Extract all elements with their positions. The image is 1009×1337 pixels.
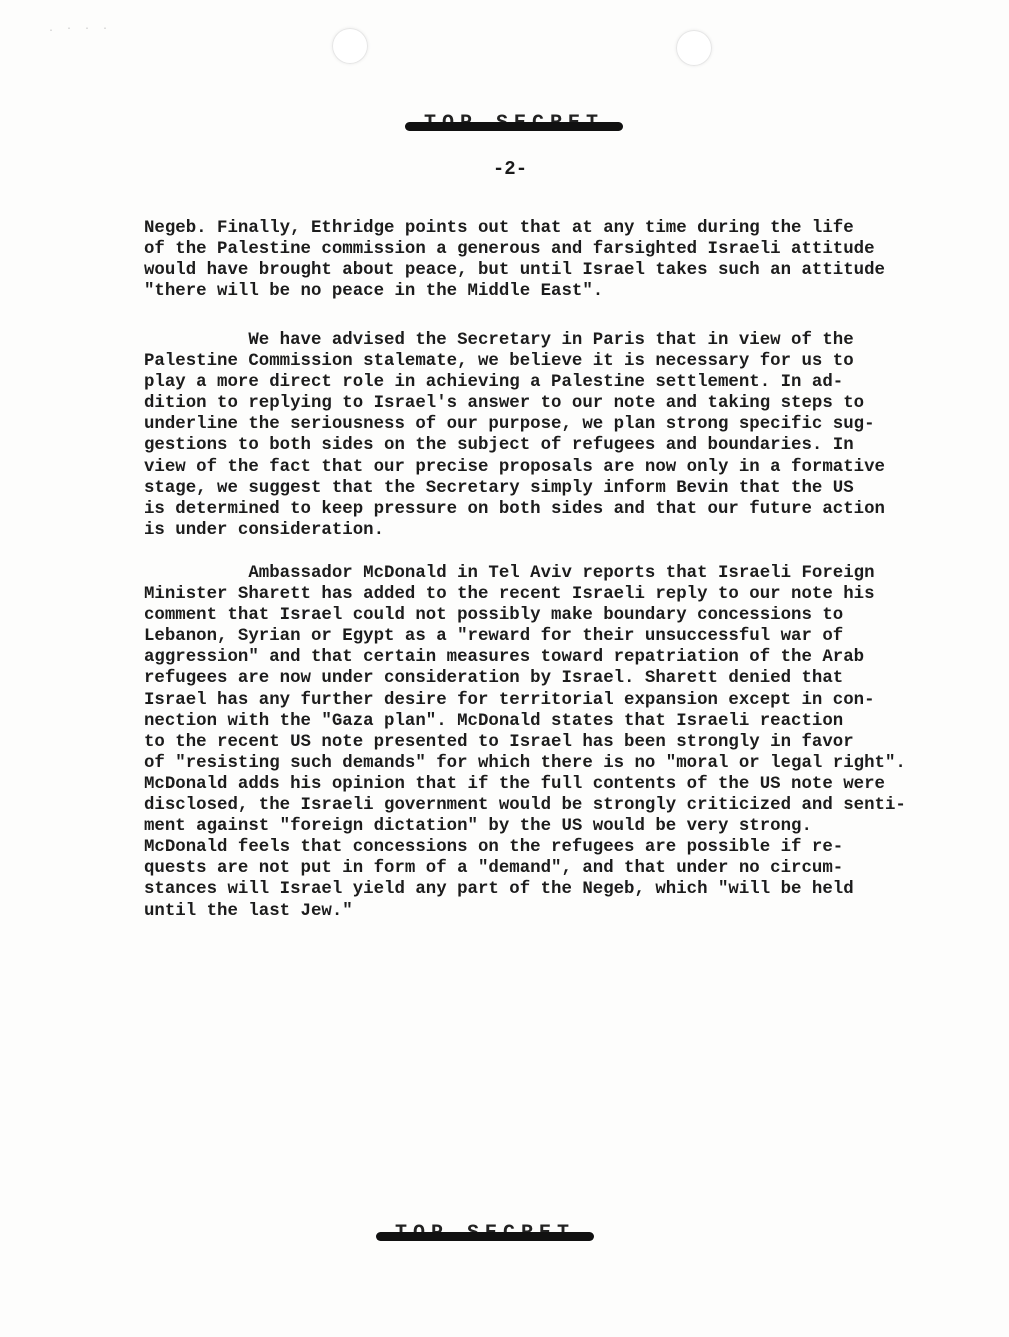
punch-hole-left (332, 28, 368, 64)
paragraph-1: Negeb. Finally, Ethridge points out that at any time during the life of the Palestine commission a generous and farsighted Israeli attitude would have brought about peace, but until Israel takes such an attitude "there will be no peace in the Middle East". (144, 219, 885, 302)
top-classification-marking (409, 112, 619, 135)
paper-speckle: . · · · (48, 24, 112, 35)
punch-hole-right (676, 30, 712, 66)
page-number: -2- (492, 158, 528, 180)
redaction-strike (405, 122, 623, 131)
bottom-classification-marking (380, 1222, 590, 1245)
paragraph-2: We have advised the Secretary in Paris that in view of the Palestine Commission stalemate, we believe it is necessary for us to play a more direct role in achieving a Palestine settlement. In ad- dition to replying to Israel's answer to our note and taking steps to underline the seriousness of our purpose, we plan strong specific sug- gestions to both sides on the subject of refugees and boundaries. In view of the fact that our precise proposals are now only in a formative stage, we suggest that the Secretary simply inform Bevin that the US is determined to keep pressure on both sides and that our future action is under consideration. (144, 331, 885, 540)
redaction-strike (376, 1232, 594, 1241)
paragraph-3: Ambassador McDonald in Tel Aviv reports that Israeli Foreign Minister Sharett has added to the recent Israeli reply to our note his comment that Israel could not possibly make boundary concessions to Lebanon, Syrian or Egypt as a "reward for their unsuccessful war of aggression" and that certain measures toward repatriation of the Arab refugees are now under consideration by Israel. Sharett denied that Israel has any further desire for territorial expansion except in con- nection with the "Gaza plan". McDonald states that Israeli reaction to the recent US note presented to Israel has been strongly in favor of "resisting such demands" for which there is no "moral or legal right". McDonald adds his opinion that if the full contents of the US note were disclosed, the Israeli government would be strongly criticized and senti- ment against "foreign dictation" by the US would be very strong. McDonald feels that concessions on the refugees are possible if re- quests are not put in form of a "demand", and that under no circum- stances will Israel yield any part of the Negeb, which "will be held until the last Jew." (144, 564, 906, 921)
